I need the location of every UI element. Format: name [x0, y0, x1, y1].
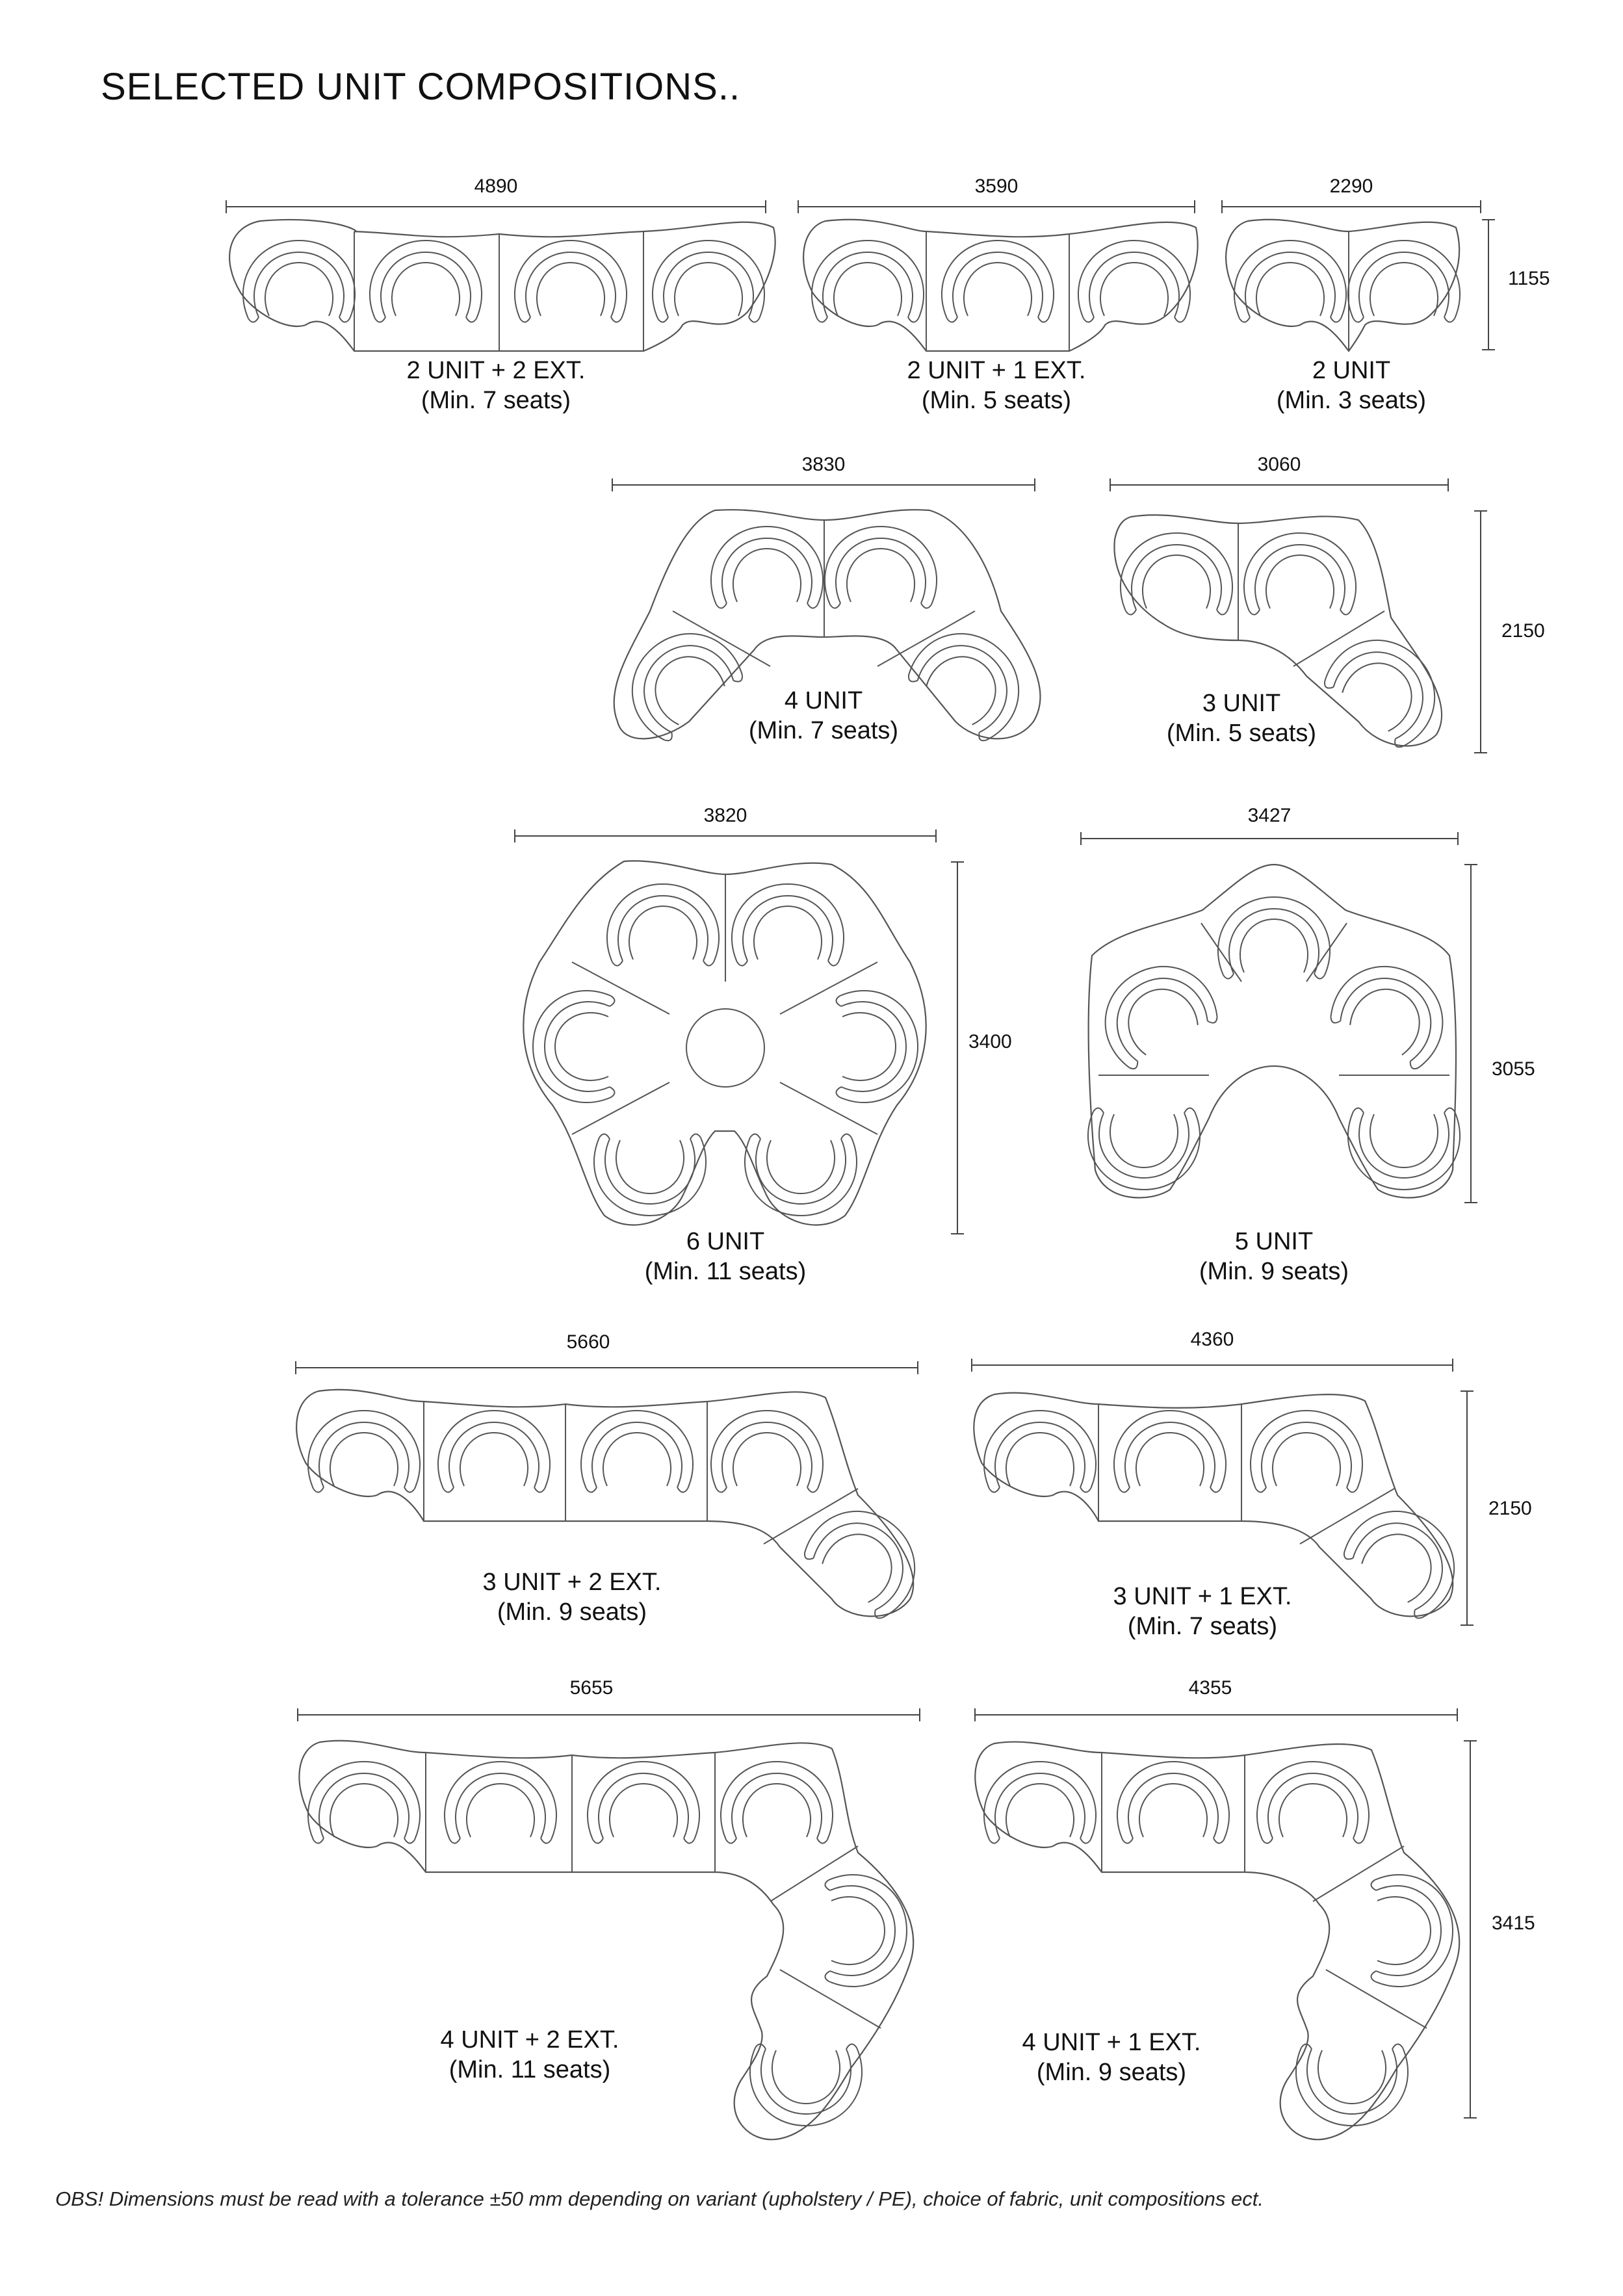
dimension-width: 4355 [1188, 1677, 1232, 1699]
dimension-height: 3415 [1492, 1912, 1535, 1934]
composition-seats: (Min. 9 seats) [1036, 2059, 1187, 2086]
dimension-width: 4360 [1190, 1329, 1234, 1350]
composition-label: 4 UNIT + 1 EXT. [1022, 2029, 1201, 2056]
composition-3-unit-1-ext [972, 1329, 1532, 1640]
composition-2-unit-1-ext [798, 176, 1198, 414]
dimension-height: 3400 [968, 1031, 1012, 1052]
composition-4-unit-2-ext [298, 1677, 920, 2139]
composition-3-unit [1110, 454, 1545, 753]
dimension-width: 5660 [566, 1331, 610, 1353]
footnote: OBS! Dimensions must be read with a tolerance ±50 mm depending on variant (upholstery / PE), choice of fabric, unit compositions ect. [55, 2187, 1264, 2210]
composition-seats: (Min. 5 seats) [1166, 720, 1317, 747]
composition-seats: (Min. 11 seats) [644, 1258, 807, 1285]
dimension-height: 2150 [1488, 1498, 1532, 1519]
composition-3-unit-2-ext [296, 1331, 937, 1626]
composition-seats: (Min. 5 seats) [921, 387, 1072, 414]
composition-seats: (Min. 11 seats) [448, 2056, 611, 2083]
dimension-height: 2150 [1501, 620, 1545, 642]
composition-seats: (Min. 7 seats) [748, 717, 899, 744]
composition-4-unit-1-ext [975, 1677, 1535, 2139]
dimension-width: 3590 [974, 176, 1019, 197]
dimension-height: 3055 [1492, 1058, 1535, 1080]
composition-label: 3 UNIT [1202, 690, 1281, 717]
composition-seats: (Min. 9 seats) [1199, 1258, 1349, 1285]
composition-label: 5 UNIT [1234, 1228, 1314, 1255]
composition-label: 6 UNIT [686, 1228, 765, 1255]
dimension-width: 3060 [1257, 454, 1301, 475]
composition-label: 3 UNIT + 2 EXT. [482, 1569, 662, 1596]
dimension-width: 4890 [474, 176, 518, 197]
composition-seats: (Min. 9 seats) [497, 1598, 647, 1626]
composition-label: 4 UNIT + 2 EXT. [440, 2026, 619, 2054]
composition-5-unit [1081, 805, 1535, 1285]
composition-label: 2 UNIT + 2 EXT. [406, 357, 586, 384]
dimension-width: 3830 [801, 454, 846, 475]
composition-seats: (Min. 7 seats) [1127, 1613, 1278, 1640]
composition-2-unit [1222, 176, 1550, 414]
dimension-height: 1155 [1508, 268, 1550, 289]
composition-label: 3 UNIT + 1 EXT. [1113, 1583, 1292, 1610]
dimension-width: 3820 [703, 805, 747, 826]
dimension-width: 2290 [1329, 176, 1373, 197]
composition-2-unit-2-ext [226, 176, 775, 414]
composition-seats: (Min. 3 seats) [1276, 387, 1427, 414]
dimension-width: 3427 [1247, 805, 1292, 826]
page-title: SELECTED UNIT COMPOSITIONS.. [101, 66, 741, 108]
composition-label: 2 UNIT + 1 EXT. [907, 357, 1086, 384]
composition-label: 2 UNIT [1312, 357, 1391, 384]
composition-6-unit [515, 805, 1012, 1285]
composition-4-unit [610, 454, 1041, 746]
dimension-width: 5655 [569, 1677, 614, 1699]
composition-seats: (Min. 7 seats) [421, 387, 571, 414]
composition-label: 4 UNIT [784, 687, 863, 714]
